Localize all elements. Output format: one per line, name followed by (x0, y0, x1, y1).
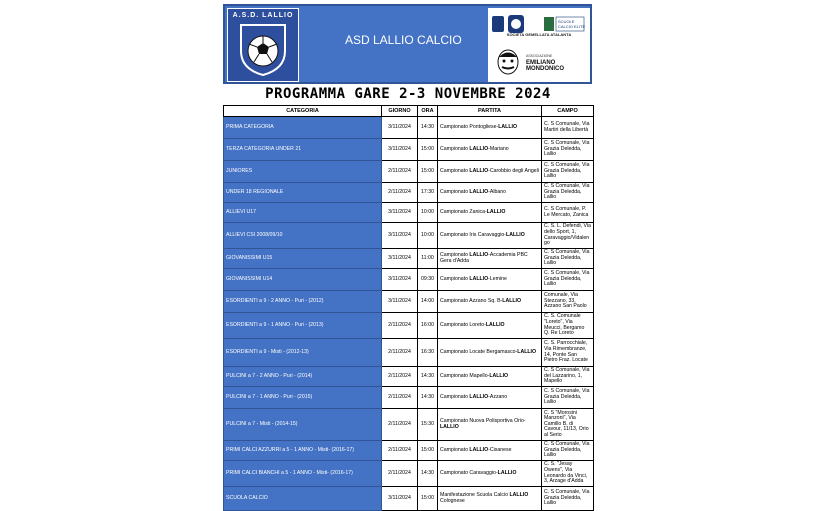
club-name-highlight: LALLIO (486, 208, 506, 215)
field-cell: C. S Comunale, Via del Lazzarino, 1, Mapello (542, 367, 594, 387)
table-header-row (224, 106, 594, 117)
match-text: -Albano (488, 188, 507, 195)
club-name-highlight: LALLIO (469, 251, 489, 258)
time-cell: 14:30 (418, 117, 438, 139)
column-header-campo: CAMPO (542, 106, 594, 117)
field-cell: Comunale, Via Stezzano, 33, Azzano San Paolo (542, 291, 594, 313)
category-cell: ESORDIENTI a 9 - 2 ANNO - Puri - (2012) (224, 291, 382, 313)
club-name-highlight: LALLIO (497, 469, 517, 476)
table-row (224, 223, 594, 249)
day-cell: 3/11/2024 (382, 203, 418, 223)
club-name-highlight: LALLIO (489, 372, 509, 379)
match-text: Campionato Nuova Polisportiva Orio- (440, 417, 526, 424)
category-cell: ALLIEVI CSI 2008/09/10 (224, 223, 382, 249)
table-row (224, 269, 594, 291)
sponsor-text: SOCIETA GEMELLATA ATALANTA (506, 32, 572, 37)
club-name-highlight: LALLIO (517, 348, 537, 355)
table-row (224, 139, 594, 161)
sponsor-panel (488, 8, 590, 82)
svg-text:SCUOLE: SCUOLE (558, 19, 575, 24)
category-cell: PULCINI a 7 - 1 ANNO - Puri - (2015) (224, 387, 382, 409)
field-cell: C. S Comunale, Via Grazia Deledda, Lallio (542, 441, 594, 461)
match-text: Campionato Zanica- (440, 208, 487, 215)
match-cell (438, 387, 542, 409)
time-cell: 14:30 (418, 461, 438, 487)
match-text: -Lemine (488, 275, 507, 282)
table-row (224, 117, 594, 139)
match-cell (438, 139, 542, 161)
time-cell: 15:30 (418, 409, 438, 441)
time-cell: 15:00 (418, 441, 438, 461)
table-row (224, 409, 594, 441)
category-cell: SCUOLA CALCIO (224, 487, 382, 511)
match-text: Campionato (440, 446, 470, 453)
category-cell: GIOVANISSIMI U15 (224, 249, 382, 269)
day-cell: 2/11/2024 (382, 183, 418, 203)
match-text: Campionato Caravaggio- (440, 469, 498, 476)
day-cell: 2/11/2024 (382, 313, 418, 339)
field-cell: C. S Comunale, P. Le Mercato, Zanica (542, 203, 594, 223)
category-cell: PRIMI CALCI AZZURRI a 5 - 1 ANNO - Misti- (2016-17) (224, 441, 382, 461)
category-cell: PRIMI CALCI BIANCHI a 5 - 1 ANNO - Misti- (2016-17) (224, 461, 382, 487)
table-row (224, 339, 594, 367)
time-cell: 14:00 (418, 291, 438, 313)
match-text: -Carobbio degli Angeli (488, 167, 539, 174)
category-cell: PULCINI a 7 - 2 ANNO - Puri - (2014) (224, 367, 382, 387)
field-cell: C. S. Comunale "Loreto", Via Meucci, Bergamo Q. Re Loreto (542, 313, 594, 339)
header-banner (223, 4, 592, 84)
time-cell: 15:00 (418, 161, 438, 183)
match-cell (438, 409, 542, 441)
day-cell: 3/11/2024 (382, 223, 418, 249)
time-cell: 14:30 (418, 367, 438, 387)
field-cell: C. S Comunale, Via Grazia Deledda, Lallio (542, 269, 594, 291)
column-header-partita: PARTITA (438, 106, 542, 117)
match-text: Campionato Pontogliese- (440, 123, 499, 130)
svg-text:CALCIO ELITE: CALCIO ELITE (558, 24, 586, 29)
table-row (224, 441, 594, 461)
table-row (224, 203, 594, 223)
category-cell: ESORDIENTI a 9 - Misti - (2012-13) (224, 339, 382, 367)
match-cell (438, 249, 542, 269)
time-cell: 10:00 (418, 203, 438, 223)
table-row (224, 461, 594, 487)
match-cell (438, 183, 542, 203)
match-text: Campionato (440, 251, 470, 258)
match-cell (438, 367, 542, 387)
club-name-highlight: LALLIO (440, 423, 459, 430)
day-cell: 3/11/2024 (382, 139, 418, 161)
mondonico-portrait-icon (494, 48, 522, 78)
page-title: PROGRAMMA GARE 2-3 NOVEMBRE 2024 (265, 86, 551, 102)
match-cell (438, 117, 542, 139)
match-text: Colognese (440, 497, 465, 504)
category-cell: TERZA CATEGORIA UNDER 21 (224, 139, 382, 161)
club-name-highlight: LALLIO (509, 491, 529, 498)
table-row (224, 249, 594, 269)
field-cell: C. S. Parrocchiale, Via Rimembranze, 14, Ponte San Pietro Fraz. Locate (542, 339, 594, 367)
match-cell (438, 339, 542, 367)
club-name-highlight: LALLIO (469, 188, 489, 195)
day-cell: 2/11/2024 (382, 461, 418, 487)
match-text: Campionato Locate Bergamasco- (440, 348, 518, 355)
category-cell: JUNIORES (224, 161, 382, 183)
field-cell: C. S Comunale, Via Grazia Deledda, Lallio (542, 487, 594, 511)
time-cell: 17:30 (418, 183, 438, 203)
club-name-highlight: LALLIO (502, 297, 522, 304)
field-cell: C. S "Morosini Manzoni", Via Camillo B. di Cavour, 11/13, Orio al Serio (542, 409, 594, 441)
field-cell: C. S. L. Defendi, Via dello Sport, 1, Caravaggio/Vidalen go (542, 223, 594, 249)
match-cell (438, 269, 542, 291)
field-cell: C. S. "Jesay Owens", Via Leonardo da Vinci, 3, Arzage d'Adda (542, 461, 594, 487)
field-cell: C. S Comunale, Via Grazia Deledda, Lallio (542, 387, 594, 409)
match-schedule-table (223, 105, 594, 511)
match-text: -Cisanese (488, 446, 512, 453)
logo-text: A.S.D. LALLIO (232, 12, 294, 19)
table-row (224, 367, 594, 387)
match-text: Campionato Mapello- (440, 372, 490, 379)
association-label: ASSOCIAZIONE (526, 54, 553, 58)
match-text: Campionato Loreto- (440, 321, 486, 328)
match-cell (438, 487, 542, 511)
day-cell: 3/11/2024 (382, 117, 418, 139)
match-text: Campionato Iris Caravaggio- (440, 231, 507, 238)
match-cell (438, 291, 542, 313)
club-name: ASD LALLIO CALCIO (345, 33, 462, 47)
day-cell: 2/11/2024 (382, 367, 418, 387)
club-name-highlight: LALLIO (485, 321, 505, 328)
column-header-categoria: CATEGORIA (224, 106, 382, 117)
day-cell: 3/11/2024 (382, 291, 418, 313)
match-cell (438, 223, 542, 249)
day-cell: 3/11/2024 (382, 249, 418, 269)
club-name-highlight: LALLIO (506, 231, 525, 238)
table-row (224, 387, 594, 409)
table-row (224, 487, 594, 511)
club-name-highlight: LALLIO (469, 393, 489, 400)
field-cell: C. S Comunale, Via Grazia Deledda, Lallio (542, 183, 594, 203)
day-cell: 2/11/2024 (382, 441, 418, 461)
club-name-highlight: LALLIO (469, 275, 489, 282)
club-logo (227, 8, 299, 82)
club-name-highlight: LALLIO (498, 123, 517, 130)
table-row (224, 313, 594, 339)
table-row (224, 161, 594, 183)
time-cell: 16:00 (418, 313, 438, 339)
match-cell (438, 441, 542, 461)
table-row (224, 291, 594, 313)
match-text: Campionato (440, 167, 470, 174)
time-cell: 16:30 (418, 339, 438, 367)
soccer-ball-icon (237, 21, 289, 77)
field-cell: C. S Comunale, Via Grazia Deledda, Lallio (542, 139, 594, 161)
day-cell: 2/11/2024 (382, 409, 418, 441)
time-cell: 09:30 (418, 269, 438, 291)
match-cell (438, 461, 542, 487)
day-cell: 3/11/2024 (382, 269, 418, 291)
match-text: Campionato Azzano Sq. B- (440, 297, 503, 304)
club-name-highlight: LALLIO (469, 446, 489, 453)
time-cell: 10:00 (418, 223, 438, 249)
match-text: -Mariano (488, 145, 509, 152)
table-row (224, 183, 594, 203)
category-cell: PULCINI a 7 - Misti - (2014-15) (224, 409, 382, 441)
match-text: Campionato (440, 393, 470, 400)
field-cell: C. S Comunale, Via Grazia Deledda, Lallio (542, 161, 594, 183)
category-cell: UNDER 18 REGIONALE (224, 183, 382, 203)
association-name: EMILIANO MONDONICO (526, 60, 564, 72)
match-text: Campionato (440, 145, 470, 152)
time-cell: 15:00 (418, 487, 438, 511)
match-text: Campionato (440, 275, 470, 282)
match-cell (438, 313, 542, 339)
field-cell: C. S Comunale, Via Grazia Deledda, Lallio (542, 249, 594, 269)
match-text: -Accademia PBC Gera d'Adda (440, 251, 528, 264)
club-name-highlight: LALLIO (469, 167, 489, 174)
day-cell: 2/11/2024 (382, 339, 418, 367)
match-cell (438, 161, 542, 183)
time-cell: 15:00 (418, 139, 438, 161)
column-header-ora: ORA (418, 106, 438, 117)
match-text: Manifestazione Scuola Calcio (440, 491, 510, 498)
match-text: Campionato (440, 188, 470, 195)
time-cell: 14:30 (418, 387, 438, 409)
field-cell: C. S Comunale, Via Martiri della Libertà (542, 117, 594, 139)
column-header-giorno: GIORNO (382, 106, 418, 117)
day-cell: 2/11/2024 (382, 387, 418, 409)
category-cell: ALLIEVI U17 (224, 203, 382, 223)
category-cell: ESORDIENTI a 9 - 1 ANNO - Puri - (2013) (224, 313, 382, 339)
club-name-highlight: LALLIO (469, 145, 489, 152)
category-cell: PRIMA CATEGORIA (224, 117, 382, 139)
match-text: -Azzano (488, 393, 508, 400)
category-cell: GIOVANISSIMI U14 (224, 269, 382, 291)
day-cell: 2/11/2024 (382, 161, 418, 183)
match-cell (438, 203, 542, 223)
day-cell: 3/11/2024 (382, 487, 418, 511)
time-cell: 11:00 (418, 249, 438, 269)
